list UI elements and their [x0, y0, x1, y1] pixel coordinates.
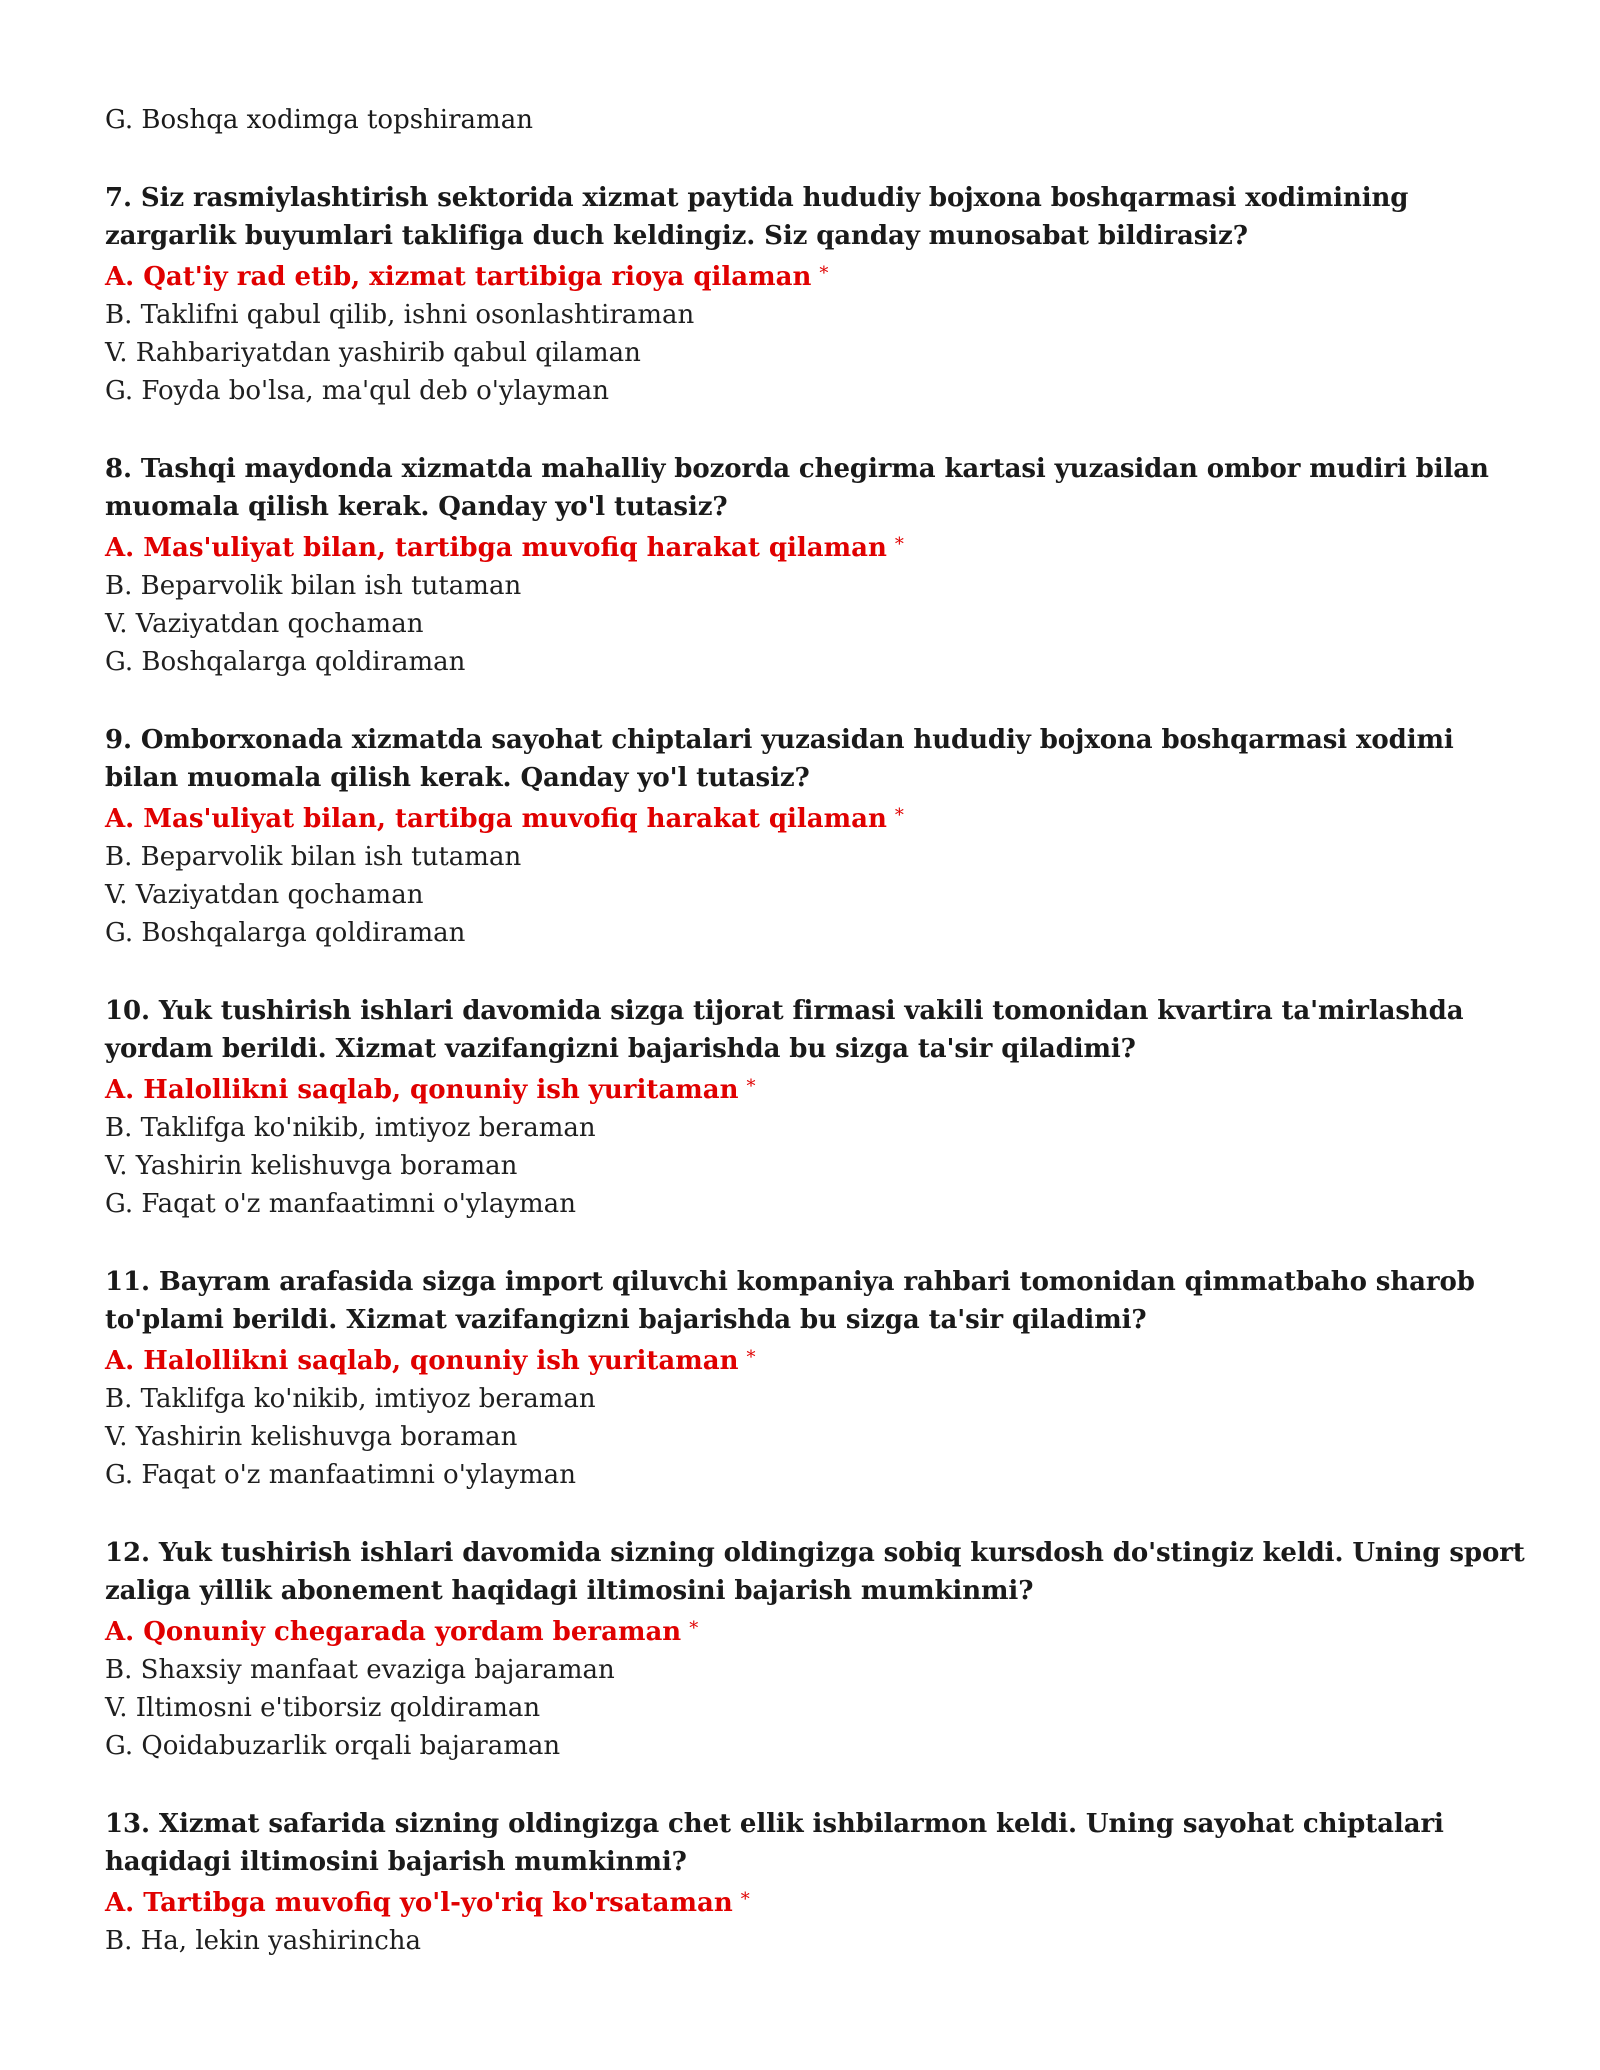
correct-answer-text: A. Mas'uliyat bilan, tartibga muvofiq harakat qilaman [105, 533, 887, 563]
answer-option: V. Iltimosni e'tiborsiz qoldiraman [105, 1693, 541, 1723]
correct-answer-text: A. Qat'iy rad etib, xizmat tartibiga rioya qilaman [105, 262, 812, 292]
question-block [105, 1805, 1505, 1960]
correct-answer-text: A. Tartibga muvofiq yo'l-yo'riq ko'rsataman [105, 1888, 733, 1918]
question-block [105, 1263, 1505, 1494]
answer-option: B. Taklifga ko'nikib, imtiyoz beraman [105, 1384, 596, 1414]
question-block [105, 992, 1505, 1223]
correct-answer-text: A. Qonuniy chegarada yordam beraman [105, 1617, 682, 1647]
correct-answer [105, 255, 1505, 296]
correct-answer-text: A. Halollikni saqlab, qonuniy ish yuritaman [105, 1346, 739, 1376]
correct-marker: * [689, 1618, 699, 1639]
intro-option-line: G. Boshqa xodimga topshiraman [105, 105, 533, 135]
answer-option: B. Taklifga ko'nikib, imtiyoz beraman [105, 1113, 596, 1143]
correct-answer [105, 1610, 1505, 1651]
answer-option: V. Yashirin kelishuvga boraman [105, 1422, 518, 1452]
question-text: 10. Yuk tushirish ishlari davomida sizga tijorat firmasi vakili tomonidan kvartira ta'mirlashda yordam berildi. Xizmat vazifangizni bajarishda bu sizga ta'sir qiladimi? [105, 996, 1464, 1064]
correct-answer [105, 1339, 1505, 1380]
correct-answer [105, 526, 1505, 567]
answer-option: G. Boshqalarga qoldiraman [105, 647, 466, 677]
correct-marker: * [746, 1076, 756, 1097]
question-text: 13. Xizmat safarida sizning oldingizga chet ellik ishbilarmon keldi. Uning sayohat chiptalari haqidagi iltimosini bajarish mumkinmi? [105, 1809, 1444, 1877]
correct-answer [105, 1068, 1505, 1109]
document-page [105, 101, 1525, 1961]
answer-option: V. Yashirin kelishuvga boraman [105, 1151, 518, 1181]
correct-answer-text: A. Halollikni saqlab, qonuniy ish yuritaman [105, 1075, 739, 1105]
correct-marker: * [819, 263, 829, 284]
answer-option: G. Boshqalarga qoldiraman [105, 918, 466, 948]
question-text: 11. Bayram arafasida sizga import qiluvchi kompaniya rahbari tomonidan qimmatbaho sharob to'plami berildi. Xizmat vazifangizni bajarishda bu sizga ta'sir qiladimi? [105, 1267, 1475, 1335]
correct-answer-text: A. Mas'uliyat bilan, tartibga muvofiq harakat qilaman [105, 804, 887, 834]
answer-option: G. Qoidabuzarlik orqali bajaraman [105, 1731, 561, 1761]
correct-marker: * [894, 534, 904, 555]
answer-option: V. Vaziyatdan qochaman [105, 609, 424, 639]
question-text: 12. Yuk tushirish ishlari davomida sizning oldingizga sobiq kursdosh do'stingiz keldi. Uning sport zaliga yillik abonement haqidagi iltimosini bajarish mumkinmi? [105, 1538, 1525, 1606]
answer-option: B. Taklifni qabul qilib, ishni osonlashtiraman [105, 300, 695, 330]
answer-option: G. Faqat o'z manfaatimni o'ylayman [105, 1189, 576, 1219]
answer-option: G. Foyda bo'lsa, ma'qul deb o'ylayman [105, 376, 609, 406]
question-block [105, 179, 1505, 410]
correct-answer [105, 1881, 1505, 1922]
answer-option: B. Shaxsiy manfaat evaziga bajaraman [105, 1655, 615, 1685]
correct-marker: * [894, 805, 904, 826]
question-text: 9. Omborxonada xizmatda sayohat chiptalari yuzasidan hududiy bojxona boshqarmasi xodimi bilan muomala qilish kerak. Qanday yo'l tutasiz? [105, 725, 1454, 793]
answer-option: B. Ha, lekin yashirincha [105, 1926, 422, 1956]
question-block [105, 1534, 1525, 1765]
answer-option: B. Beparvolik bilan ish tutaman [105, 571, 522, 601]
answer-option: G. Faqat o'z manfaatimni o'ylayman [105, 1460, 576, 1490]
answer-option: B. Beparvolik bilan ish tutaman [105, 842, 522, 872]
answer-option: V. Vaziyatdan qochaman [105, 880, 424, 910]
correct-marker: * [740, 1889, 750, 1910]
question-text: 7. Siz rasmiylashtirish sektorida xizmat paytida hududiy bojxona boshqarmasi xodimining zargarlik buyumlari taklifiga duch keldingiz. Siz qanday munosabat bildirasiz? [105, 183, 1409, 251]
answer-option: V. Rahbariyatdan yashirib qabul qilaman [105, 338, 641, 368]
correct-answer [105, 797, 1505, 838]
correct-marker: * [746, 1347, 756, 1368]
question-block [105, 450, 1505, 681]
question-block [105, 721, 1505, 952]
question-text: 8. Tashqi maydonda xizmatda mahalliy bozorda chegirma kartasi yuzasidan ombor mudiri bilan muomala qilish kerak. Qanday yo'l tutasiz? [105, 454, 1489, 522]
question-list [105, 179, 1525, 1960]
